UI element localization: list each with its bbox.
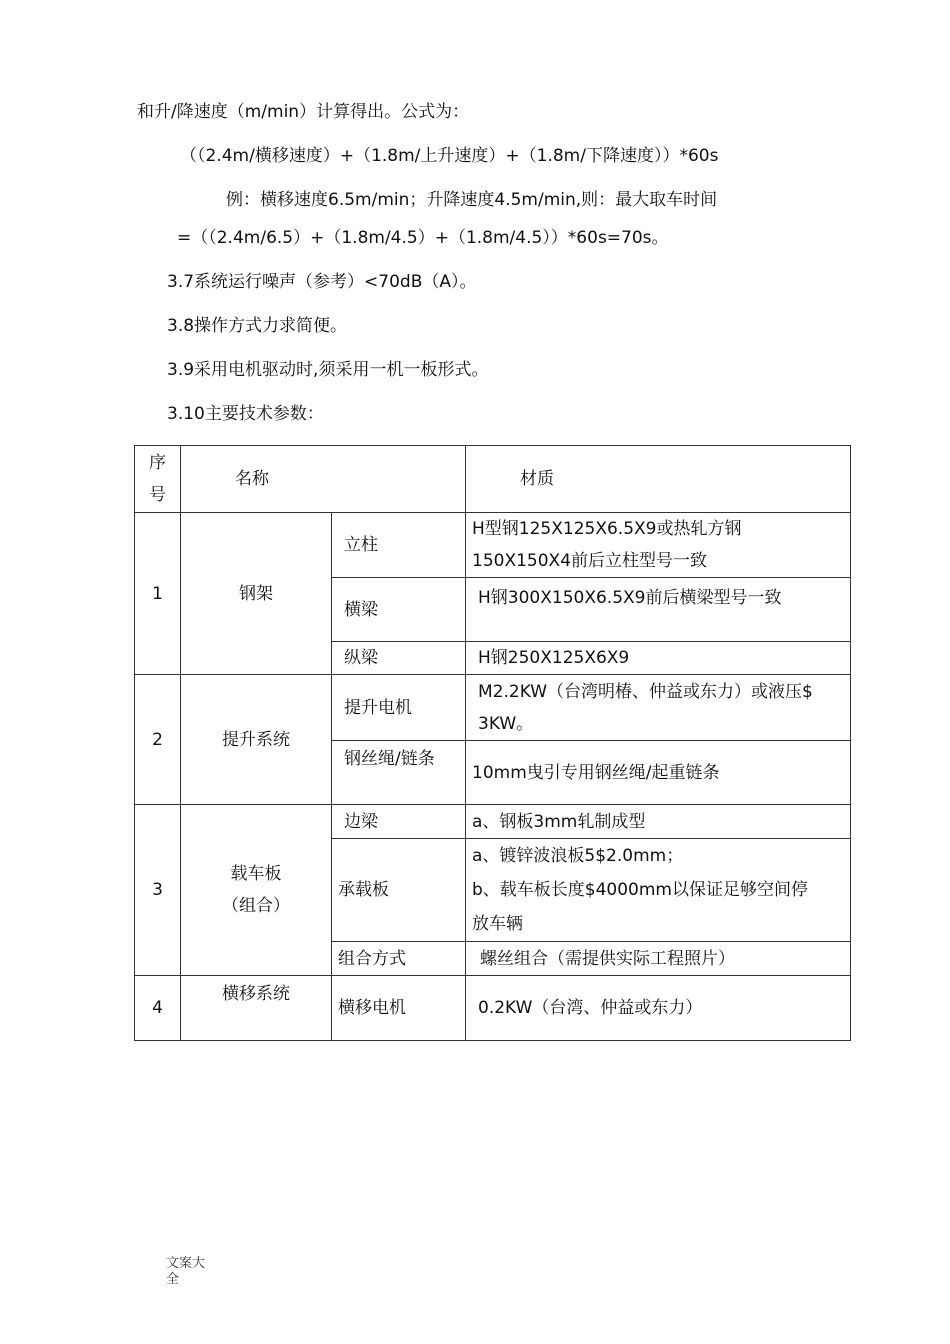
part-material: a、钢板3mm轧制成型 xyxy=(466,805,851,839)
part-material: 10mm曳引专用钢丝绳/起重链条 xyxy=(466,741,851,805)
part-material: 0.2KW（台湾、仲益或东力） xyxy=(466,976,851,1041)
table-row xyxy=(135,513,851,578)
footer-label: 文案大全 xyxy=(166,1256,206,1287)
part-material: H钢250X125X6X9 xyxy=(466,642,851,675)
part-name: 承载板 xyxy=(332,839,466,942)
tech-params-table xyxy=(134,445,851,1041)
part-material: a、镀锌波浪板5$2.0mm； b、载车板长度$4000mm以保证足够空间停 放车辆 xyxy=(466,839,851,942)
part-name: 横移电机 xyxy=(332,976,466,1041)
part-material: 螺丝组合（需提供实际工程照片） xyxy=(466,942,851,976)
example-text: 例：横移速度6.5m/min；升降速度4.5m/min,则：最大取车时间 xyxy=(226,190,718,210)
part-name: 纵梁 xyxy=(332,642,466,675)
item-3-8: 3.8操作方式力求简便。 xyxy=(167,316,348,336)
row-name: 载车板 （组合） xyxy=(181,805,332,976)
row-name: 钢架 xyxy=(181,513,332,675)
item-3-9: 3.9采用电机驱动时,须采用一机一板形式。 xyxy=(167,360,489,380)
part-name: 钢丝绳/链条 xyxy=(332,741,466,805)
part-material: H型钢125X125X6.5X9或热轧方钢 150X150X4前后立柱型号一致 xyxy=(466,513,851,578)
row-num: 3 xyxy=(135,805,181,976)
header-name: 名称 xyxy=(181,446,466,513)
table-row xyxy=(135,805,851,839)
table-header-row xyxy=(135,446,851,513)
part-material: H钢300X150X6.5X9前后横梁型号一致 xyxy=(466,578,851,642)
part-material: M2.2KW（台湾明椿、仲益或东力）或液压$ 3KW。 xyxy=(466,675,851,741)
row-name: 横移系统 xyxy=(181,976,332,1041)
item-3-7: 3.7系统运行噪声（参考）<70dB（A）。 xyxy=(167,272,477,292)
row-num: 1 xyxy=(135,513,181,675)
row-num: 2 xyxy=(135,675,181,805)
header-material: 材质 xyxy=(466,446,851,513)
formula: （（2.4m/横移速度）+（1.8m/上升速度）+（1.8m/下降速度））*60s xyxy=(180,146,719,166)
table-row xyxy=(135,976,851,1041)
part-name: 提升电机 xyxy=(332,675,466,741)
part-name: 立柱 xyxy=(332,513,466,578)
row-num: 4 xyxy=(135,976,181,1041)
item-3-10: 3.10主要技术参数： xyxy=(167,404,324,424)
table-row xyxy=(135,675,851,741)
header-num: 序号 xyxy=(135,446,181,513)
part-name: 横梁 xyxy=(332,578,466,642)
part-name: 边梁 xyxy=(332,805,466,839)
part-name: 组合方式 xyxy=(332,942,466,976)
example-calculation: =（（2.4m/6.5）+（1.8m/4.5）+（1.8m/4.5））*60s=70s。 xyxy=(177,228,669,248)
paragraph-line: 和升/降速度（m/min）计算得出。公式为： xyxy=(137,102,470,122)
row-name: 提升系统 xyxy=(181,675,332,805)
